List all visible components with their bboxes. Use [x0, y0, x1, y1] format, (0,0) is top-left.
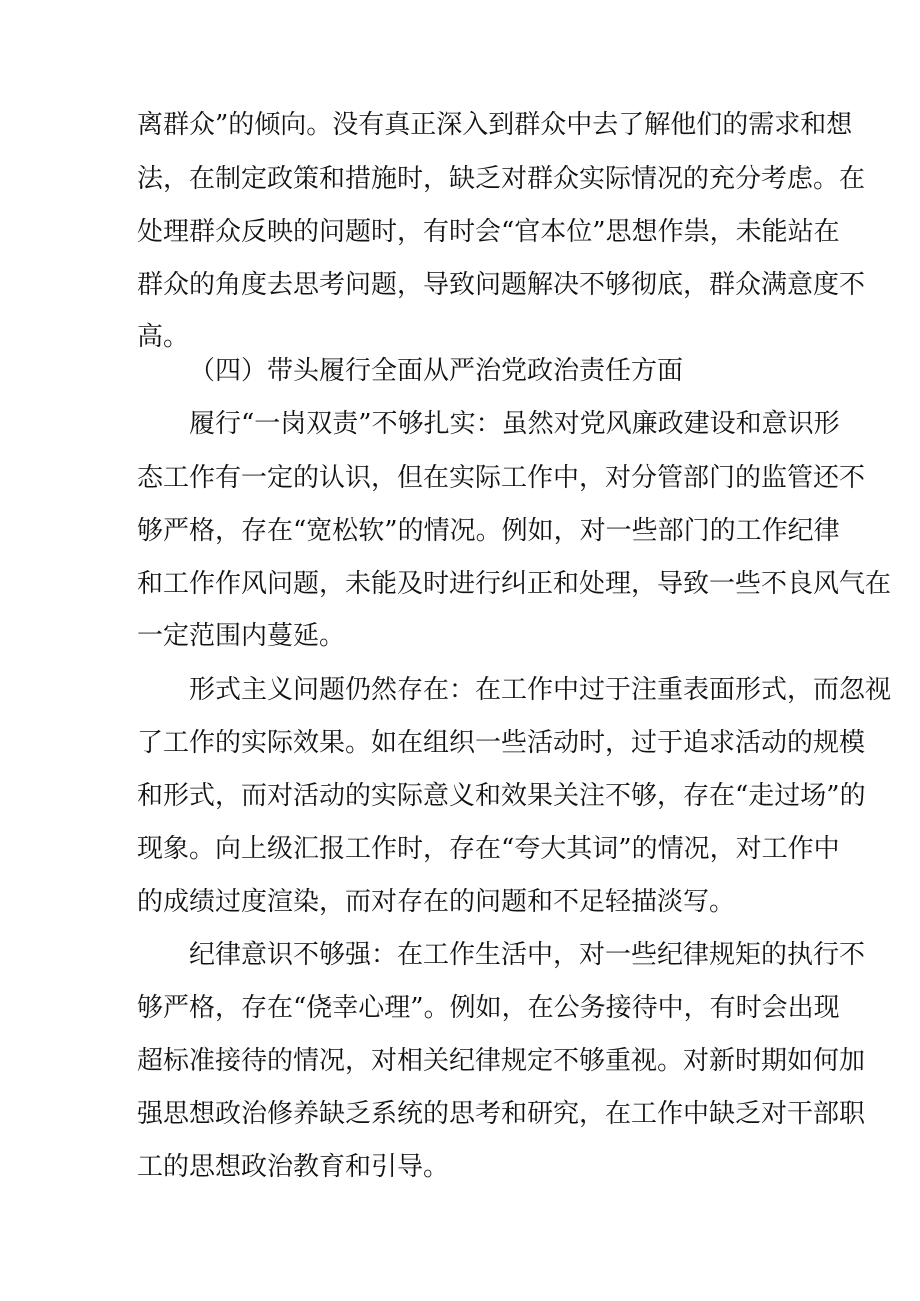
paragraph-line: 现象。向上级汇报工作时，存在“夸大其词”的情况，对工作中: [137, 834, 840, 864]
paragraph-line: 群众的角度去思考问题，导致问题解决不够彻底，群众满意度不: [137, 270, 866, 300]
paragraph-line: 高。: [137, 322, 190, 352]
paragraph-line: 和工作作风问题，未能及时进行纠正和处理，导致一些不良风气在: [137, 569, 892, 599]
paragraph-line: 和形式，而对活动的实际意义和效果关注不够，存在“走过场”的: [137, 781, 866, 811]
paragraph-line: 离群众”的倾向。没有真正深入到群众中去了解他们的需求和想: [137, 110, 853, 140]
paragraph-line: 形式主义问题仍然存在：在工作中过于注重表面形式，而忽视: [189, 675, 892, 705]
paragraph-line: 法，在制定政策和措施时，缺乏对群众实际情况的充分考虑。在: [137, 164, 866, 194]
paragraph-line: 纪律意识不够强：在工作生活中，对一些纪律规矩的执行不: [189, 940, 866, 970]
paragraph-line: 一定范围内蔓延。: [137, 621, 346, 651]
paragraph-line: 够严格，存在“宽松软”的情况。例如，对一些部门的工作纪律: [137, 516, 840, 546]
section-heading: （四）带头履行全面从严治党政治责任方面: [189, 356, 684, 386]
paragraph-line: 履行“一岗双责”不够扎实：虽然对党风廉政建设和意识形: [189, 409, 840, 439]
paragraph-line: 态工作有一定的认识，但在实际工作中，对分管部门的监管还不: [137, 463, 866, 493]
paragraph-line: 强思想政治修养缺乏系统的思考和研究，在工作中缺乏对干部职: [137, 1099, 866, 1129]
paragraph-line: 的成绩过度渲染，而对存在的问题和不足轻描淡写。: [137, 887, 736, 917]
paragraph-line: 处理群众反映的问题时，有时会“官本位”思想作祟，未能站在: [137, 217, 840, 247]
paragraph-line: 了工作的实际效果。如在组织一些活动时，过于追求活动的规模: [137, 728, 866, 758]
paragraph-line: 超标准接待的情况，对相关纪律规定不够重视。对新时期如何加: [137, 1046, 866, 1076]
paragraph-line: 够严格，存在“侥幸心理”。例如，在公务接待中，有时会出现: [137, 993, 840, 1023]
paragraph-line: 工的思想政治教育和引导。: [137, 1152, 450, 1182]
